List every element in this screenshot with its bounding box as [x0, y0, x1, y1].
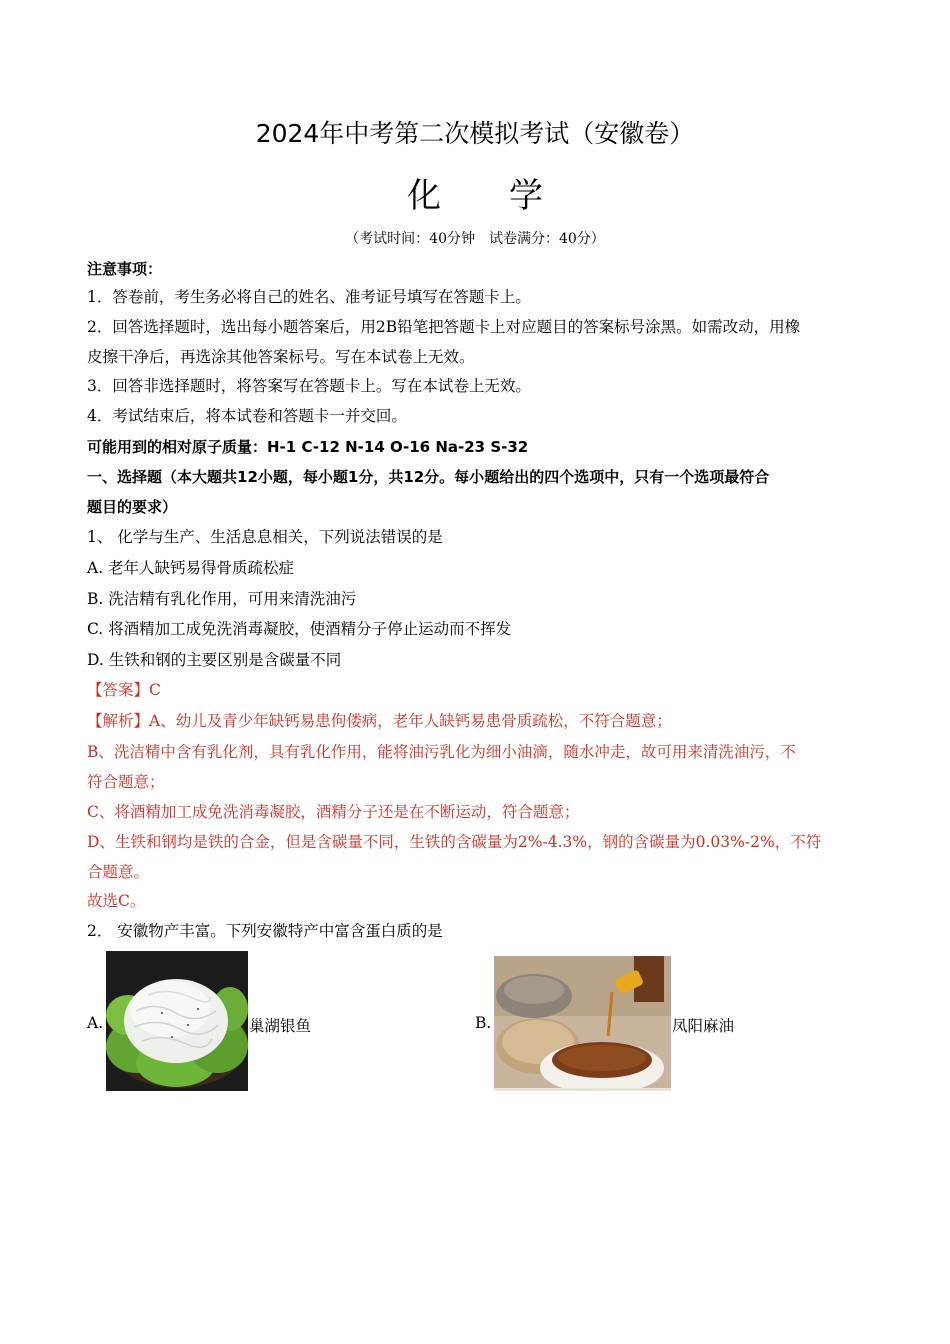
q1-analysis: 符合题意； [87, 773, 165, 791]
q1-option-c: C. 将酒精加工成免洗消毒凝胶，使酒精分子停止运动而不挥发 [87, 620, 512, 638]
q2-option-a-text: 巢湖银鱼 [249, 1017, 312, 1035]
q1-option-b: B. 洗洁精有乳化作用，可用来清洗油污 [87, 590, 357, 608]
exam-meta: （考试时间：40分钟 试卷满分：40分） [345, 231, 605, 247]
notice-item: 3．回答非选择题时，将答案写在答题卡上。写在本试卷上无效。 [87, 377, 531, 395]
atomic-mass: 可能用到的相对原子质量：H-1 C-12 N-14 O-16 Na-23 S-32 [87, 438, 529, 456]
q1-conclusion: 故选C。 [87, 892, 146, 910]
q2-option-b-letter: B. [475, 1014, 492, 1032]
silverfish-image[interactable] [106, 951, 248, 1091]
q1-analysis: B、洗洁精中含有乳化剂，具有乳化作用，能将油污乳化为细小油滴，随水冲走，故可用来清洗油污，不 [87, 743, 796, 761]
section-heading: 一、选择题（本大题共12小题，每小题1分，共12分。每小题给出的四个选项中，只有一个选项最符合 [87, 468, 770, 486]
subject-title: 化学 [407, 176, 611, 216]
notice-item: 皮擦干净后，再选涂其他答案标号。写在本试卷上无效。 [87, 348, 475, 366]
section-heading-cont: 题目的要求） [87, 498, 178, 516]
q1-analysis: 合题意。 [87, 863, 150, 881]
exam-title: 2024年中考第二次模拟考试（安徽卷） [255, 119, 695, 148]
q1-analysis: 【解析】A、幼儿及青少年缺钙易患佝偻病，老年人缺钙易患骨质疏松，不符合题意； [87, 712, 672, 730]
q1-analysis: D、生铁和钢均是铁的合金，但是含碳量不同，生铁的含碳量为2%-4.3%，钢的含碳量为0.03%-2%，不符 [87, 833, 822, 851]
notice-item: 4．考试结束后，将本试卷和答题卡一并交回。 [87, 407, 407, 425]
notice-item: 2．回答选择题时，选出每小题答案后，用2B铅笔把答题卡上对应题目的答案标号涂黑。如需改动，用橡 [87, 318, 801, 336]
q1-answer: 【答案】C [87, 681, 161, 699]
notice-heading: 注意事项： [87, 260, 163, 278]
notice-item: 1．答卷前，考生务必将自己的姓名、准考证号填写在答题卡上。 [87, 288, 531, 306]
q2-stem: 2． 安徽物产丰富。下列安徽特产中富含蛋白质的是 [87, 922, 443, 940]
q1-stem: 1、 化学与生产、生活息息相关，下列说法错误的是 [87, 528, 443, 546]
sesame-oil-image[interactable] [494, 956, 671, 1091]
q2-option-b-text: 凤阳麻油 [672, 1017, 735, 1035]
q1-option-d: D. 生铁和钢的主要区别是含碳量不同 [87, 651, 342, 669]
q1-option-a: A. 老年人缺钙易得骨质疏松症 [87, 559, 295, 577]
q1-analysis: C、将酒精加工成免洗消毒凝胶，酒精分子还是在不断运动，符合题意； [87, 803, 580, 821]
q2-option-a-letter: A. [87, 1014, 104, 1032]
